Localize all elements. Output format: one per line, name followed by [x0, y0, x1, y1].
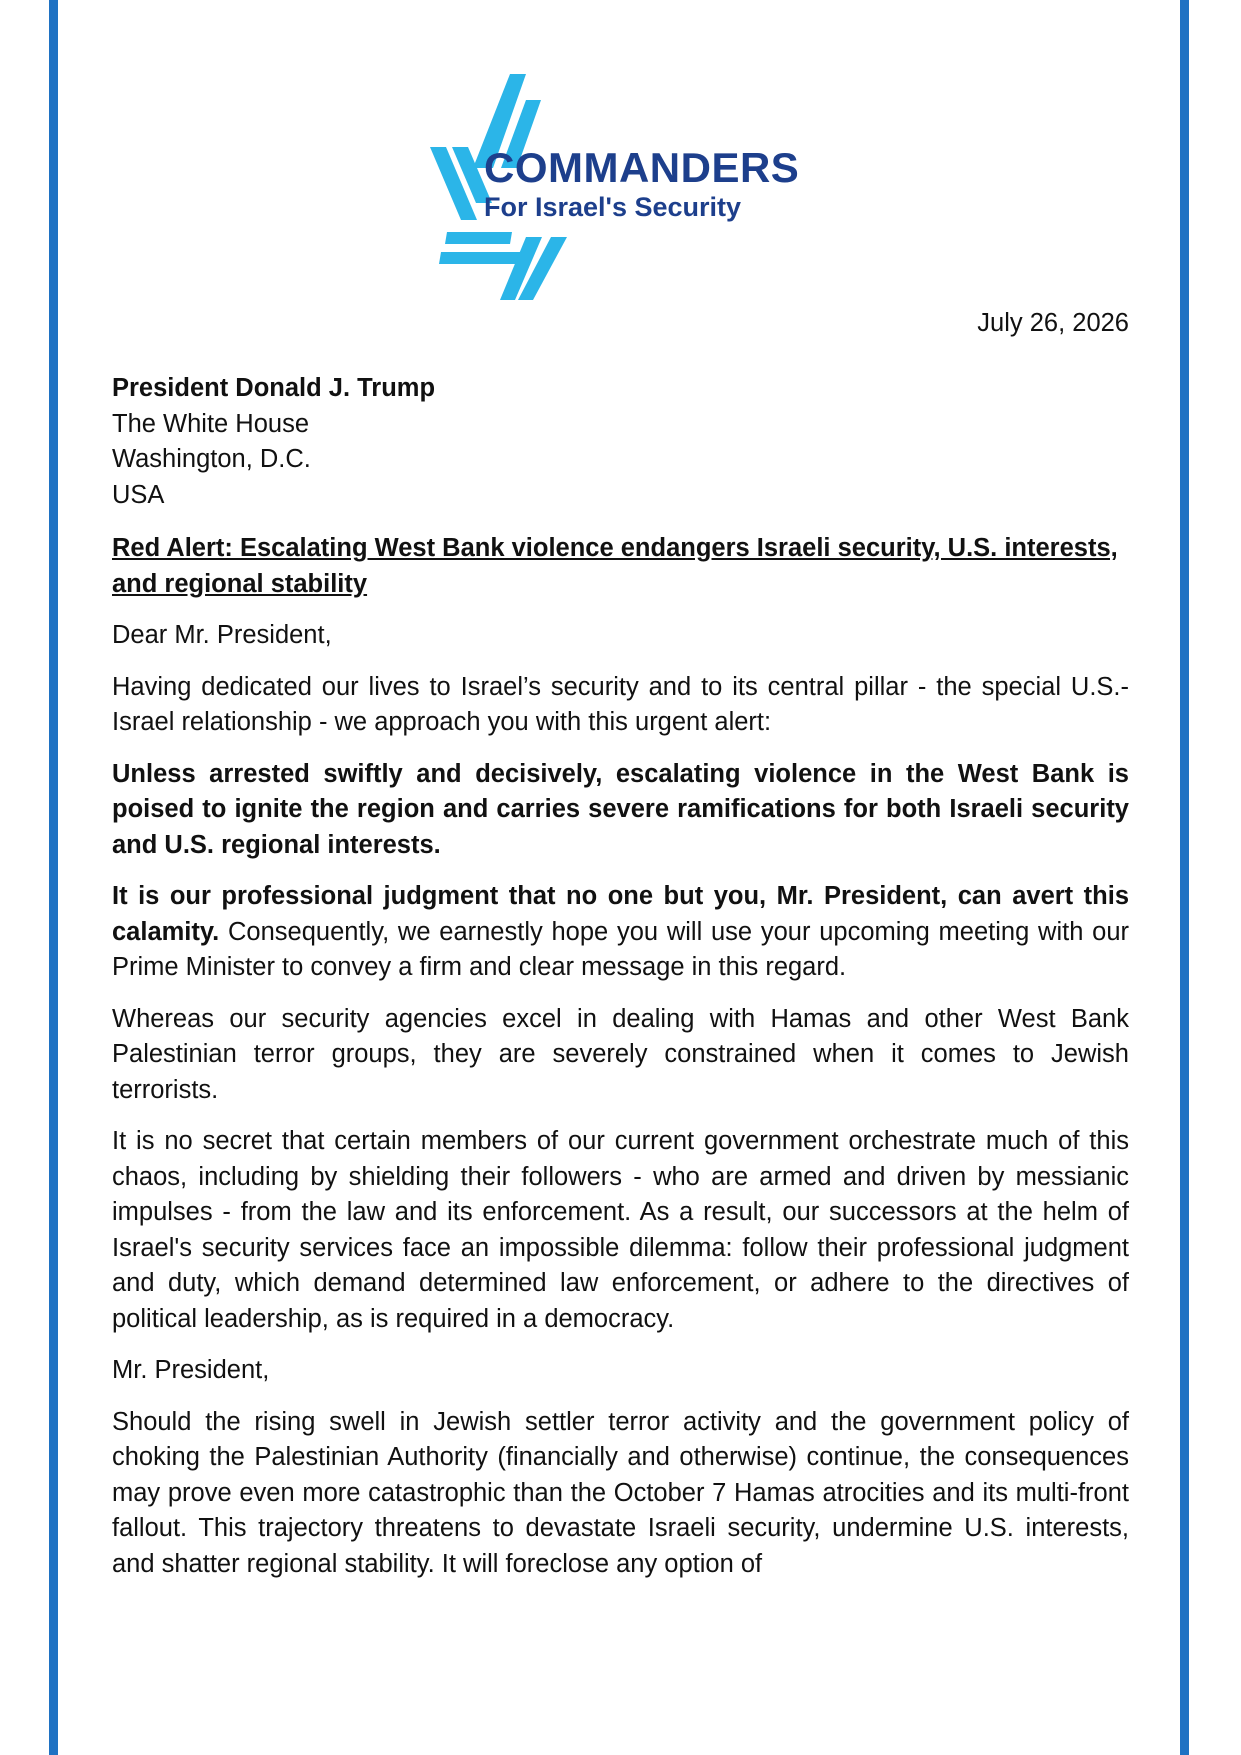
- paragraph-3-bold: It is our professional judgment that no one but you, Mr. President, can avert this calamity.: [112, 882, 1129, 946]
- letter-text: [112, 531, 1129, 1598]
- logo-line1: COMMANDERS: [484, 144, 800, 191]
- paragraph-4: Whereas our security agencies excel in dealing with Hamas and other West Bank Palestinian terror groups, they are severely constrained when it comes to Jewish terrorists.: [112, 1004, 1129, 1104]
- recipient-line2: Washington, D.C.: [112, 445, 311, 473]
- recipient-address: [112, 371, 435, 513]
- paragraph-3: [112, 879, 1129, 986]
- recipient-line1: The White House: [112, 409, 310, 438]
- recipient-name: President Donald J. Trump: [112, 374, 436, 402]
- salutation-2: Mr. President,: [112, 1356, 270, 1384]
- salutation: Dear Mr. President,: [112, 621, 332, 649]
- paragraph-3-rest: Consequently, we earnestly hope you will use your upcoming meeting with our Prime Minister to convey a firm and clear message in this regard.: [112, 917, 1129, 981]
- organization-logo: [430, 72, 810, 300]
- page-border-left: [49, 0, 58, 1755]
- paragraph-2: Unless arrested swiftly and decisively, escalating violence in the West Bank is poised to ignite the region and carries severe ramifications for both Israeli security and U.S. regional interests.: [112, 759, 1129, 859]
- page-border-right: [1180, 0, 1189, 1755]
- letter-date: July 26, 2026: [977, 309, 1129, 337]
- paragraph-5: It is no secret that certain members of our current government orchestrate much of this chaos, including by shielding their followers - who are armed and driven by messianic impulses - from the law and its enforcement. As a result, our successors at the helm of Israel's security services face an impossible dilemma: follow their professional judgment and duty, which demand determined law enforcement, or adhere to the directives of political leadership, as is required in a democracy.: [112, 1127, 1129, 1333]
- recipient-line3: USA: [112, 480, 165, 509]
- logo-line2: For Israel's Security: [484, 192, 742, 222]
- paragraph-6: Should the rising swell in Jewish settler terror activity and the government policy of choking the Palestinian Authority (financially and otherwise) continue, the consequences may prove even more catastrophic than the October 7 Hamas atrocities and its multi-front fallout. This trajectory threatens to devastate Israeli security, undermine U.S. interests, and shatter regional stability. It will foreclose any option of: [112, 1407, 1129, 1578]
- paragraph-1: Having dedicated our lives to Israel’s security and to its central pillar - the special U.S.-Israel relationship - we approach you with this urgent alert:: [112, 672, 1129, 736]
- subject-line: Red Alert: Escalating West Bank violence endangers Israeli security, U.S. interests, and regional stability: [112, 534, 1118, 598]
